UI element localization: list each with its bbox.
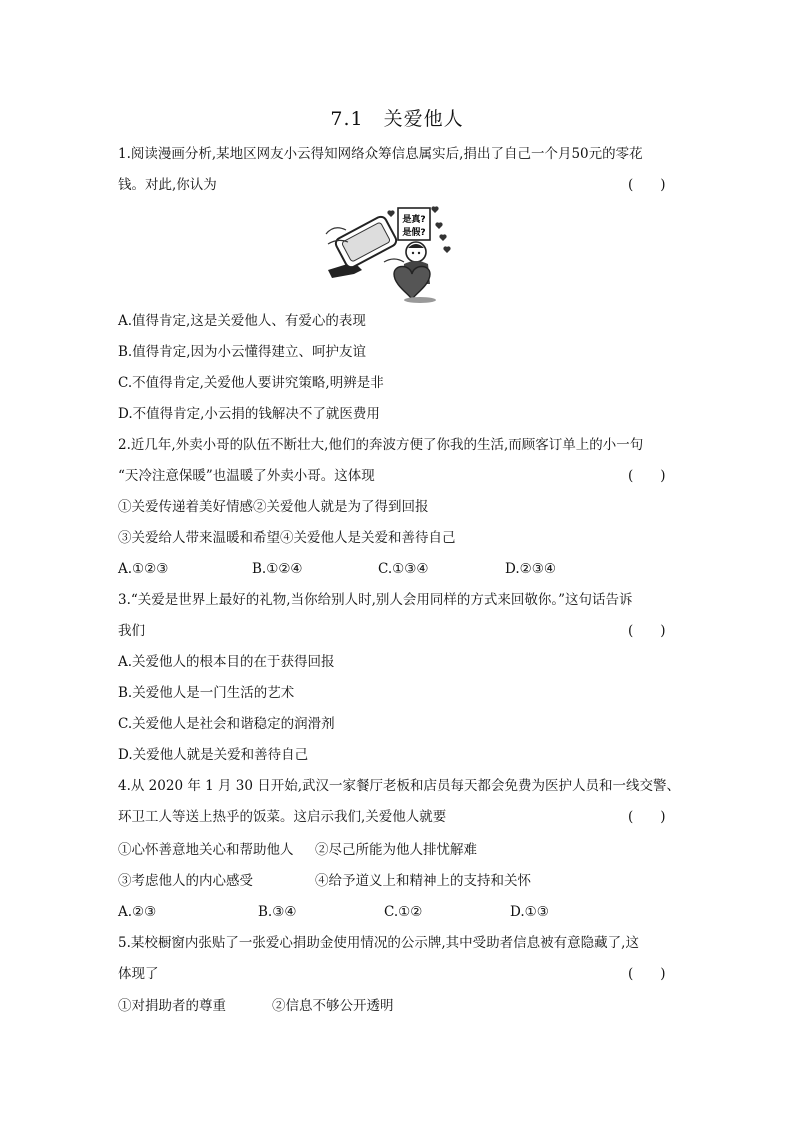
q4-choice-b: B.③④ [258,904,297,920]
q2-choice-a: A.①②③ [118,561,169,577]
q4-choice-a: A.②③ [118,904,157,920]
q3-answer-paren: ( ) [628,623,666,639]
q1-option-b: B.值得肯定,因为小云懂得建立、呵护友谊 [118,344,367,360]
q1-answer-paren: ( ) [628,177,666,193]
q4-statement-2: ②尽己所能为他人排忧解难 [315,842,477,858]
q4-choice-c: C.①② [384,904,423,920]
q3-option-d: D.关爱他人就是关爱和善待自己 [118,747,309,763]
q2-choice-b: B.①②④ [252,561,303,577]
q1-option-a: A.值得肯定,这是关爱他人、有爱心的表现 [118,313,366,329]
q5-answer-paren: ( ) [628,966,666,982]
q1-comic-illustration [324,204,460,304]
q1-option-c: C.不值得肯定,关爱他人要讲究策略,明辨是非 [118,375,384,391]
comic-text-fake: 是假? [402,228,426,238]
q4-answer-paren: ( ) [628,809,666,825]
q1-stem-line2: 钱。对此,你认为 [118,177,217,193]
q3-option-a: A.关爱他人的根本目的在于获得回报 [118,654,335,670]
q4-statement-3: ③考虑他人的内心感受 [118,873,253,889]
q3-stem-line1: 3.“关爱是世界上最好的礼物,当你给别人时,别人会用同样的方式来回敬你。”这句话告诉 [118,592,633,608]
q2-answer-paren: ( ) [628,468,666,484]
q2-stem-line1: 2.近几年,外卖小哥的队伍不断壮大,他们的奔波方便了你我的生活,而顾客订单上的小一句 [118,437,644,453]
q4-statement-4: ④给予道义上和精神上的支持和关怀 [315,873,531,889]
q2-stem-line2: “天冷注意保暖”也温暖了外卖小哥。这体现 [118,468,375,484]
q5-statement-1: ①对捐助者的尊重 [118,998,226,1014]
q4-statement-1: ①心怀善意地关心和帮助他人 [118,842,294,858]
q1-stem-line1: 1.阅读漫画分析,某地区网友小云得知网络众筹信息属实后,捐出了自己一个月50元的零花 [118,146,643,162]
q2-choice-d: D.②③④ [505,561,556,577]
q3-option-c: C.关爱他人是社会和谐稳定的润滑剂 [118,716,335,732]
q5-stem-line1: 5.某校橱窗内张贴了一张爱心捐助金使用情况的公示牌,其中受助者信息被有意隐藏了,这 [118,935,639,951]
q4-stem-line1: 4.从 2020 年 1 月 30 日开始,武汉一家餐厅老板和店员每天都会免费为医护人员和一线交警、 [118,778,681,794]
q5-statement-2: ②信息不够公开透明 [272,998,394,1014]
q2-statements-1: ①关爱传递着美好情感②关爱他人就是为了得到回报 [118,499,429,515]
q3-option-b: B.关爱他人是一门生活的艺术 [118,685,295,701]
q5-stem-line2: 体现了 [118,966,159,982]
q4-stem-line2: 环卫工人等送上热乎的饭菜。这启示我们,关爱他人就要 [118,809,447,825]
q3-stem-line2: 我们 [118,623,145,639]
q4-choice-d: D.①③ [510,904,549,920]
comic-text-real: 是真? [402,215,426,225]
q2-statements-2: ③关爱给人带来温暖和希望④关爱他人是关爱和善待自己 [118,530,456,546]
page-title: 7.1 关爱他人 [330,108,464,130]
q1-option-d: D.不值得肯定,小云捐的钱解决不了就医费用 [118,406,380,422]
q2-choice-c: C.①③④ [378,561,429,577]
